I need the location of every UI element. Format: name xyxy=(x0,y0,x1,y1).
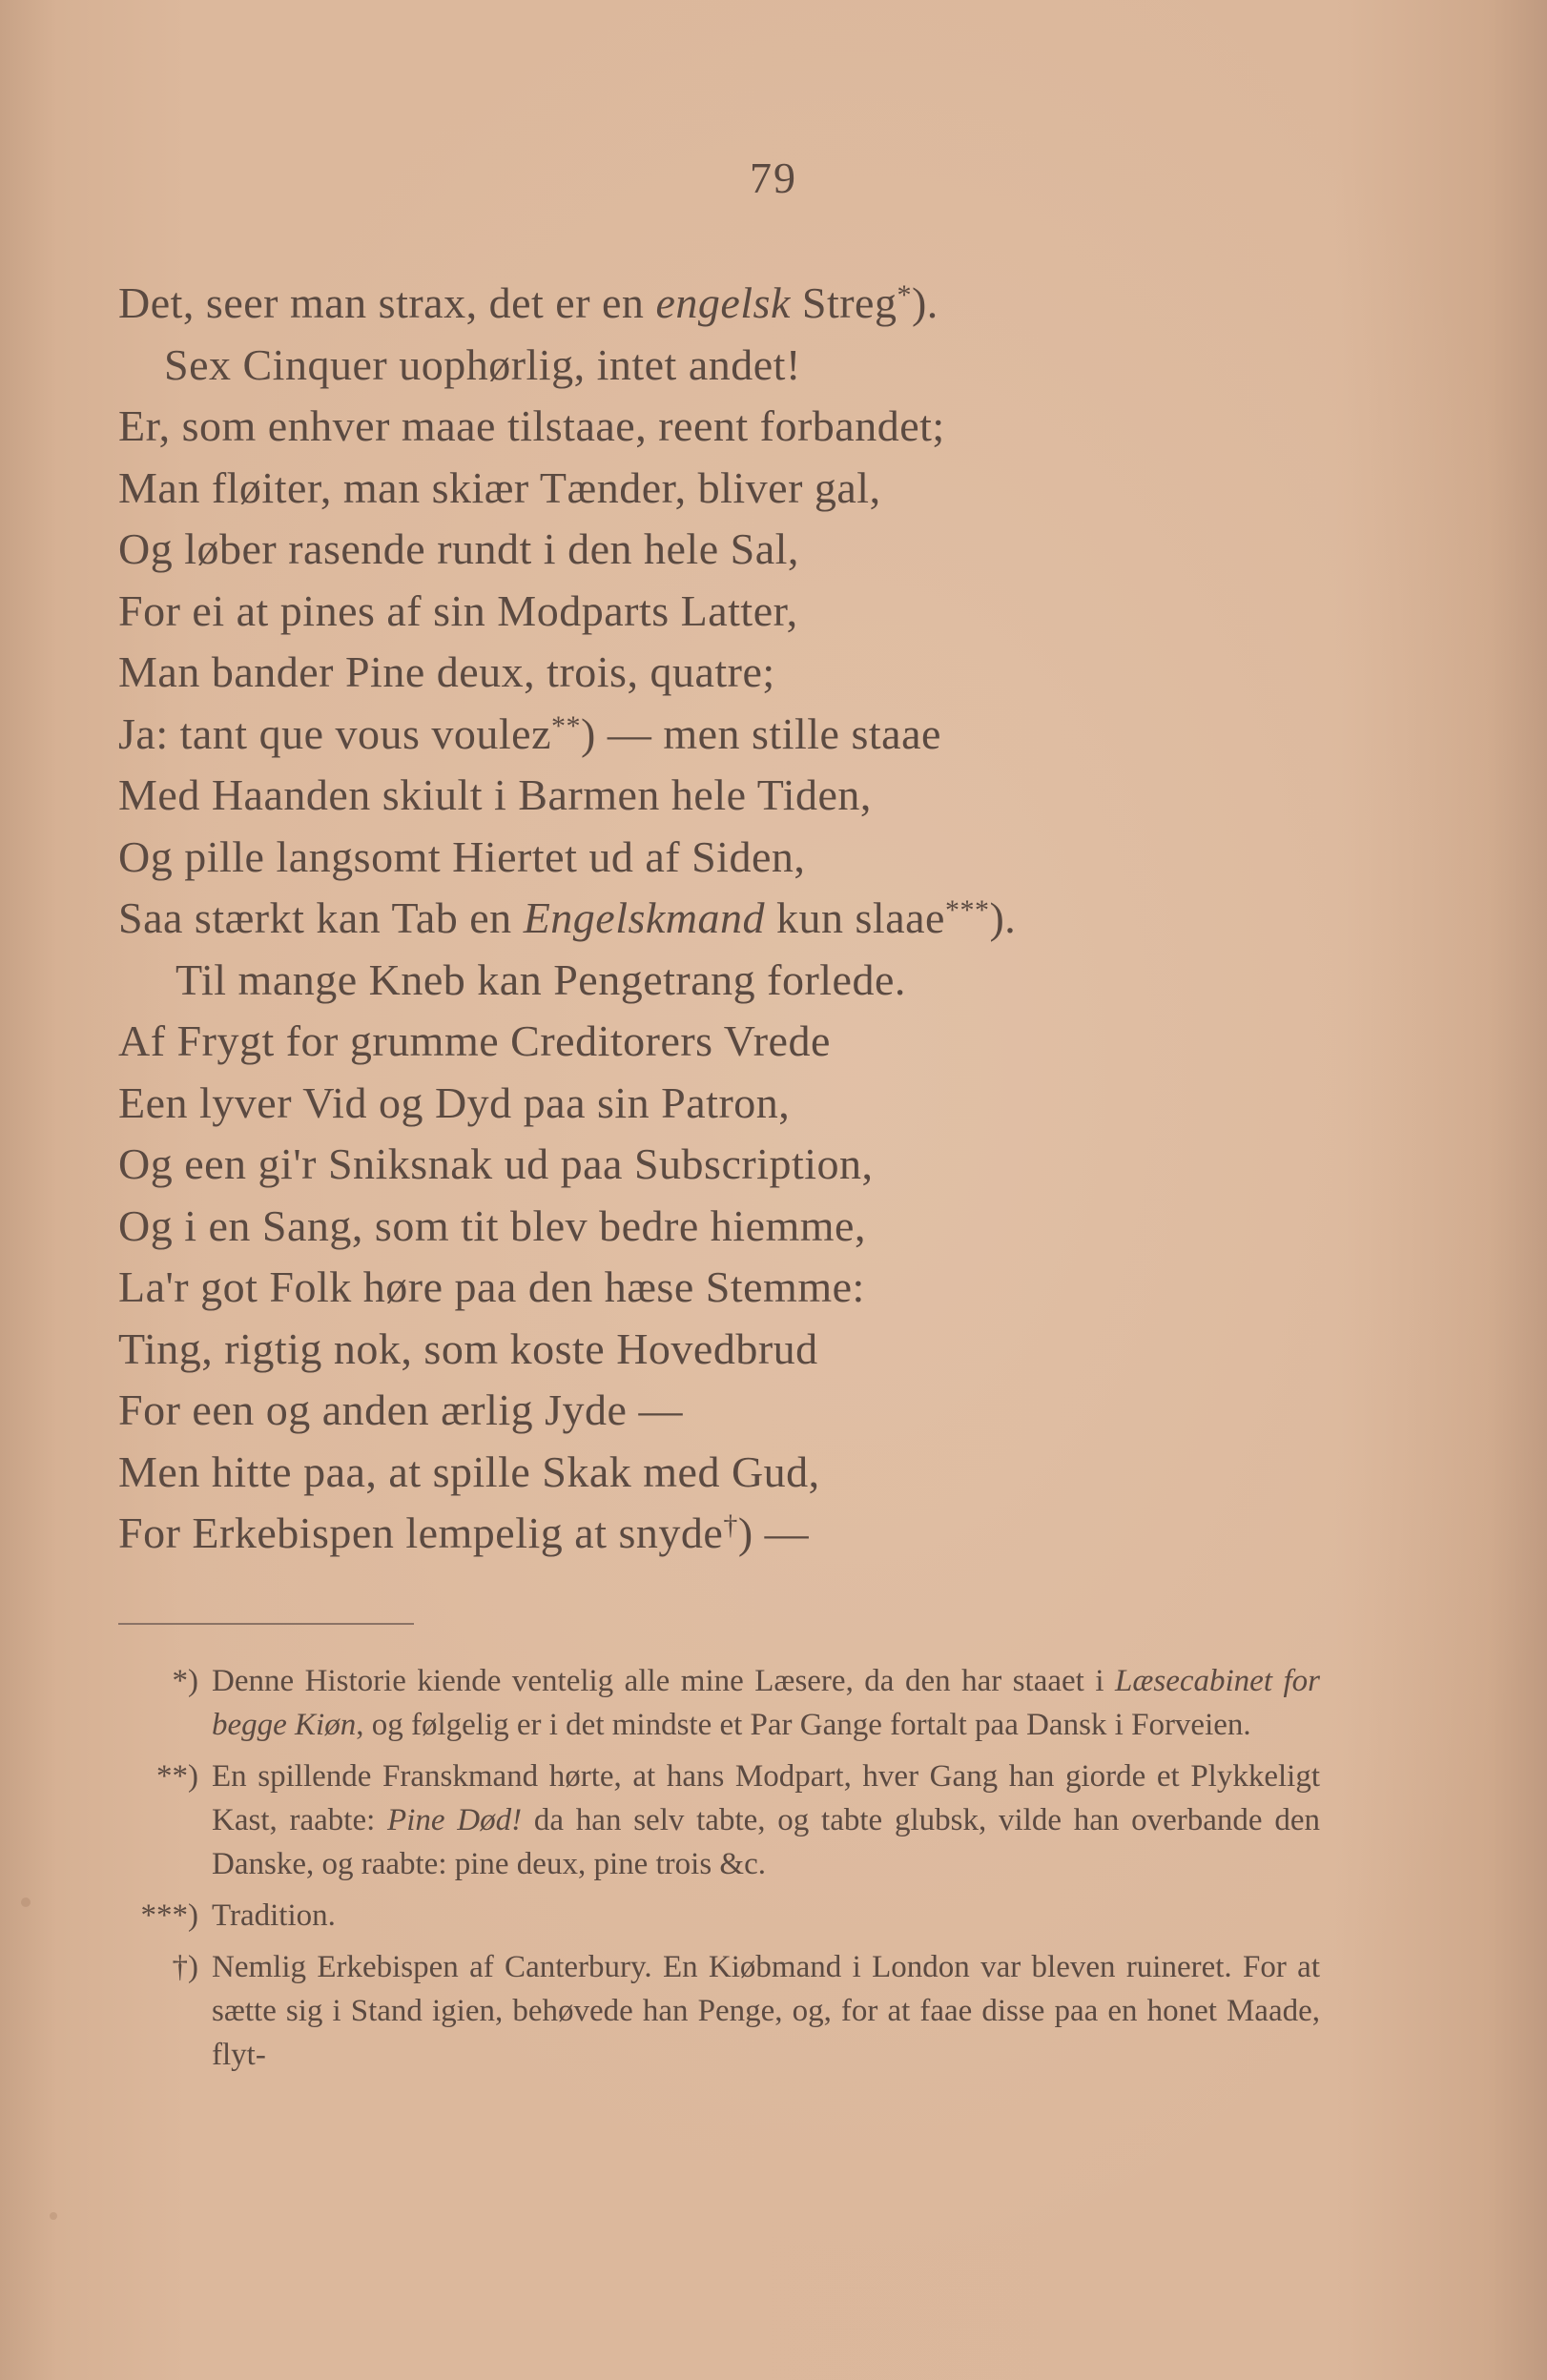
text-run: ). xyxy=(989,893,1017,942)
text-run: Af Frygt for grumme Creditorers Vrede xyxy=(118,1016,831,1065)
verse-line xyxy=(118,1319,1358,1381)
text-run: En spillende Franskmand hørte, at hans Modpart, hver Gang han giorde et Plykkeligt Kast, raabte: xyxy=(212,1759,1320,1837)
verse-line xyxy=(118,704,1358,766)
verse-line xyxy=(118,1442,1358,1504)
text-run: For ei at pines af sin Modparts Latter, xyxy=(118,585,798,635)
footnote-mark: **) xyxy=(156,1759,198,1794)
verse-line xyxy=(118,950,1358,1012)
text-run: Denne Historie kiende ventelig alle mine Læsere, da den har staaet i xyxy=(212,1664,1115,1698)
footnote xyxy=(118,1894,1320,1938)
text-run: da han selv tabte, og tabte glubsk, vilde han overbande den Danske, og raabte: pine deux, pine trois &c. xyxy=(212,1803,1320,1881)
text-run: Sex Cinquer uophørlig, intet andet! xyxy=(164,339,801,389)
text-run: Nemlig Erkebispen af Canterbury. En Kiøbmand i London var bleven ruineret. For at sætte sig i Stand igien, behøvede han Penge, og, for at faae disse paa en honet Maade, flyt- xyxy=(212,1950,1320,2072)
text-run: Og i en Sang, som tit blev bedre hiemme, xyxy=(118,1200,866,1250)
footnote-reference: *** xyxy=(944,894,990,926)
text-run: ) — xyxy=(737,1508,810,1557)
verse-line xyxy=(118,1134,1358,1196)
text-run: Til mange Kneb kan Pengetrang forlede. xyxy=(175,954,906,1004)
footnote xyxy=(118,1754,1320,1886)
verse-block xyxy=(118,273,1358,1565)
verse-line xyxy=(118,827,1358,889)
text-run: kun slaae xyxy=(765,893,945,942)
text-run: For een og anden ærlig Jyde — xyxy=(118,1385,683,1434)
footnote-reference: * xyxy=(897,279,912,311)
italic-text: Engelskmand xyxy=(523,893,766,942)
text-run: ) — men stille staae xyxy=(581,708,941,758)
footnote-divider xyxy=(118,1623,414,1625)
footnote-mark: *) xyxy=(172,1664,198,1698)
text-run: Er, som enhver maae tilstaae, reent forbandet; xyxy=(118,401,945,450)
verse-line xyxy=(118,273,1358,335)
verse-line xyxy=(118,1257,1358,1319)
footnote xyxy=(118,1945,1320,2077)
text-run: Ja: tant que vous voulez xyxy=(118,708,552,758)
text-run: Man bander Pine deux, trois, quatre; xyxy=(118,647,775,696)
verse-line xyxy=(118,1196,1358,1258)
footnote-reference: ** xyxy=(551,709,582,742)
italic-text: Pine Død! xyxy=(387,1803,523,1837)
footnote xyxy=(118,1659,1320,1747)
text-run: Med Haanden skiult i Barmen hele Tiden, xyxy=(118,770,872,819)
text-run: ). xyxy=(911,278,939,327)
verse-line xyxy=(118,1011,1358,1073)
italic-text: engelsk xyxy=(655,278,791,327)
footnote-mark: †) xyxy=(172,1950,198,1984)
footnote-text xyxy=(212,1659,1320,1747)
text-run: Een lyver Vid og Dyd paa sin Patron, xyxy=(118,1077,791,1127)
footnote-text xyxy=(212,1945,1320,2077)
verse-line xyxy=(118,642,1358,704)
text-run: Men hitte paa, at spille Skak med Gud, xyxy=(118,1446,820,1496)
paper-stain xyxy=(21,1898,31,1907)
text-run: Saa stærkt kan Tab en xyxy=(118,893,524,942)
text-run: Tradition. xyxy=(212,1898,336,1933)
verse-line xyxy=(118,765,1358,827)
text-run: Det, seer man strax, det er en xyxy=(118,278,656,327)
verse-line xyxy=(118,888,1358,950)
footnotes-block xyxy=(118,1659,1320,2084)
verse-line xyxy=(118,1073,1358,1135)
verse-line xyxy=(118,396,1358,458)
footnote-text xyxy=(212,1894,1320,1938)
text-run: Og pille langsomt Hiertet ud af Siden, xyxy=(118,831,806,881)
verse-line xyxy=(118,458,1358,520)
page-number: 79 xyxy=(750,154,797,202)
footnote-reference: † xyxy=(723,1509,738,1541)
verse-line xyxy=(118,1503,1358,1565)
text-run: Og løber rasende rundt i den hele Sal, xyxy=(118,524,799,573)
text-run: Streg xyxy=(790,278,897,327)
text-run: La'r got Folk høre paa den hæse Stemme: xyxy=(118,1262,865,1311)
text-run: Ting, rigtig nok, som koste Hovedbrud xyxy=(118,1323,818,1373)
verse-line xyxy=(118,1380,1358,1442)
footnote-text xyxy=(212,1754,1320,1886)
verse-line xyxy=(118,335,1358,397)
text-run: For Erkebispen lempelig at snyde xyxy=(118,1508,724,1557)
verse-line xyxy=(118,519,1358,581)
footnote-mark: ***) xyxy=(140,1898,198,1933)
text-run: , og følgelig er i det mindste et Par Gange fortalt paa Dansk i Forveien. xyxy=(356,1708,1251,1742)
text-run: Og een gi'r Sniksnak ud paa Subscription, xyxy=(118,1139,874,1188)
verse-line xyxy=(118,581,1358,643)
italic-text: Læsecabinet for begge Kiøn xyxy=(212,1664,1320,1742)
paper-stain xyxy=(50,2212,57,2220)
text-run: Man fløiter, man skiær Tænder, bliver gal, xyxy=(118,462,881,512)
